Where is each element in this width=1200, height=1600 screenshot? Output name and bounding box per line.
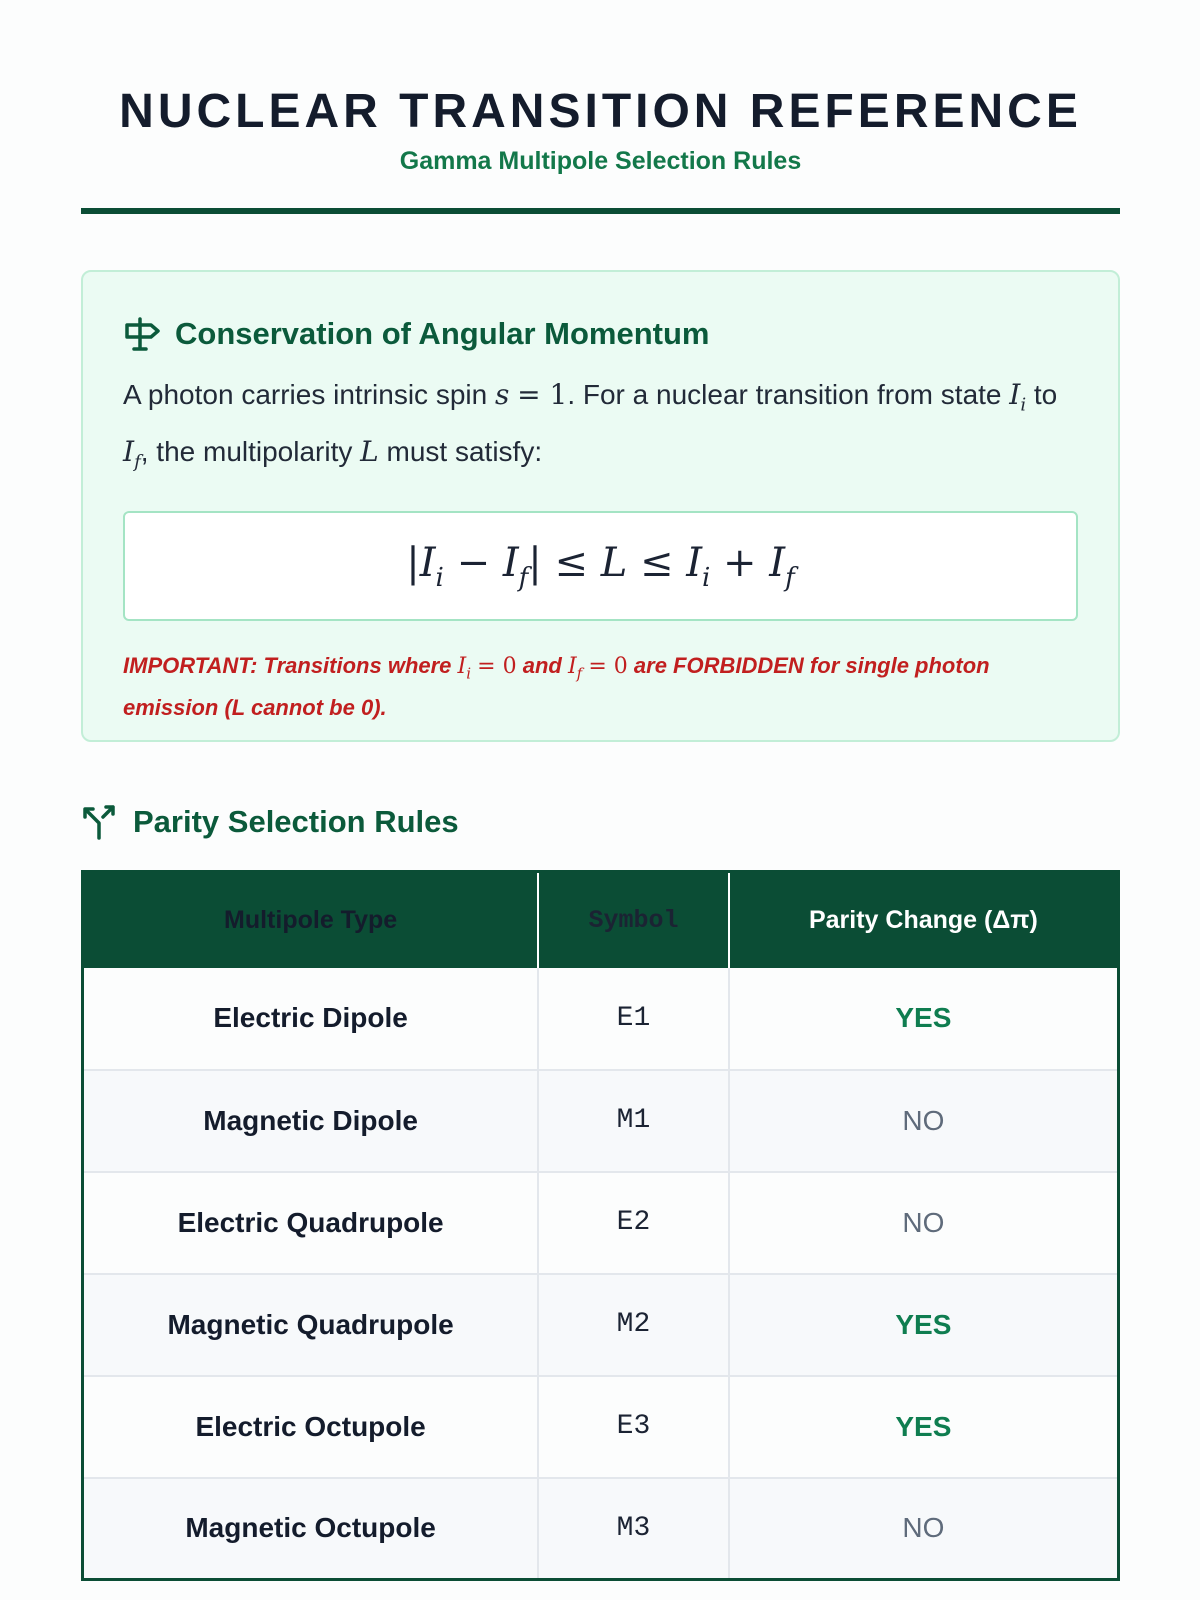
parity-header [81, 800, 1120, 844]
table-row [83, 1274, 1119, 1376]
signpost-icon [123, 316, 161, 352]
symbol-cell: E1 [538, 968, 729, 1070]
conservation-title: Conservation of Angular Momentum [175, 316, 710, 351]
table-row [83, 1376, 1119, 1478]
page [81, 0, 1120, 1581]
page-subtitle: Gamma Multipole Selection Rules [399, 147, 802, 175]
selection-formula: $|I_i - I_f| \le L \le I_i + I_f$ [406, 539, 795, 593]
column-header-symbol: Symbol [538, 872, 729, 968]
table-row [83, 968, 1119, 1070]
symbol-cell: M2 [538, 1274, 729, 1376]
conservation-header [123, 312, 1078, 356]
symbol-cell: M3 [538, 1478, 729, 1580]
forbidden-note: IMPORTANT: Transitions where $I_i = 0$ and $I_f = 0$ are FORBIDDEN for single photon emission (L cannot be 0). [123, 653, 990, 720]
table-row [83, 1070, 1119, 1172]
symbol-cell: M1 [538, 1070, 729, 1172]
column-header-type: Multipole Type [83, 872, 539, 968]
header-divider [81, 208, 1120, 214]
multipole-type-cell: Magnetic Octupole [83, 1478, 539, 1580]
symbol-cell: E3 [538, 1376, 729, 1478]
conservation-text: A photon carries intrinsic spin s = 1. For a nuclear transition from state $I_i$ to $I_f$, the multipolarity L must satisfy: [123, 378, 1058, 473]
parity-change-cell: YES [729, 1274, 1119, 1376]
column-header-parity: Parity Change (Δπ) [729, 872, 1119, 968]
table-row [83, 1172, 1119, 1274]
split-arrows-icon [81, 803, 119, 841]
multipole-type-cell: Electric Octupole [83, 1376, 539, 1478]
parity-title: Parity Selection Rules [133, 804, 459, 839]
parity-change-cell: NO [729, 1070, 1119, 1172]
parity-table [81, 870, 1120, 1581]
multipole-type-cell: Magnetic Quadrupole [83, 1274, 539, 1376]
table-row [83, 1478, 1119, 1580]
header [81, 0, 1120, 176]
multipole-type-cell: Electric Dipole [83, 968, 539, 1070]
conservation-card [81, 270, 1120, 742]
multipole-type-cell: Magnetic Dipole [83, 1070, 539, 1172]
parity-change-cell: NO [729, 1172, 1119, 1274]
table-header-row [83, 872, 1119, 968]
symbol-cell: E2 [538, 1172, 729, 1274]
parity-change-cell: NO [729, 1478, 1119, 1580]
page-title: NUCLEAR TRANSITION REFERENCE [119, 85, 1082, 138]
parity-change-cell: YES [729, 968, 1119, 1070]
multipole-type-cell: Electric Quadrupole [83, 1172, 539, 1274]
parity-change-cell: YES [729, 1376, 1119, 1478]
formula-box [123, 511, 1078, 621]
